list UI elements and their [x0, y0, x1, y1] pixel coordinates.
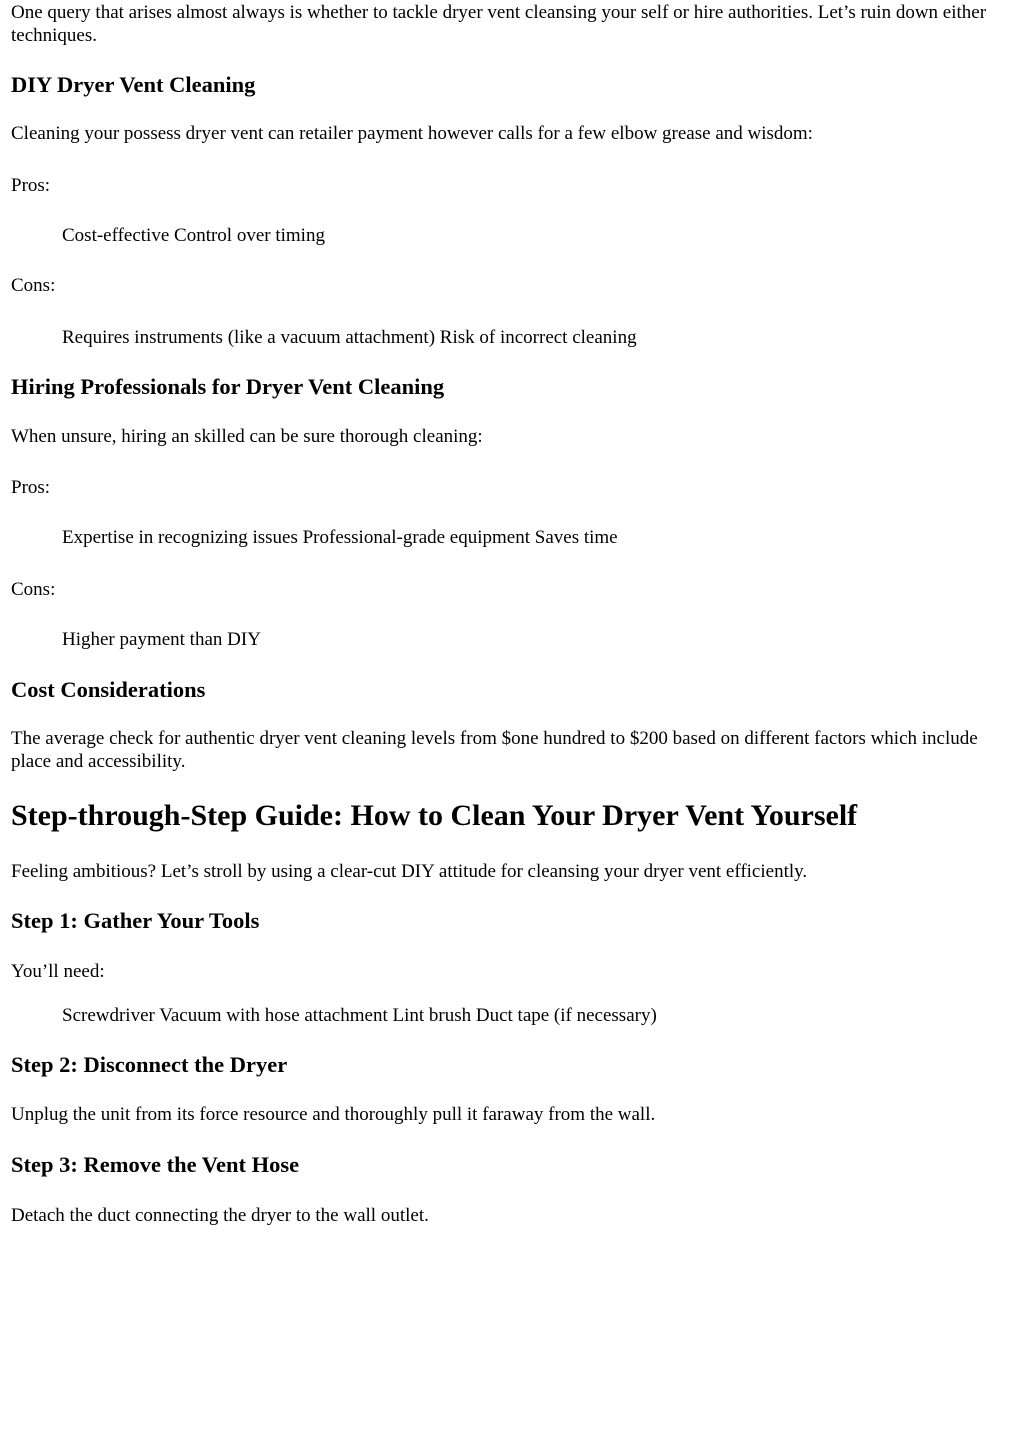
step2-heading: Step 2: Disconnect the Dryer — [11, 1052, 288, 1077]
step3-paragraph: Detach the duct connecting the dryer to the wall outlet. — [11, 1205, 429, 1226]
step1-paragraph: You’ll need: — [11, 961, 105, 982]
pro-pros-label: Pros: — [11, 477, 51, 498]
pro-paragraph: When unsure, hiring an skilled can be sure thorough cleaning: — [11, 426, 483, 447]
diy-pros-label: Pros: — [11, 175, 51, 196]
pro-cons-list: Higher payment than DIY — [62, 629, 261, 650]
guide-intro-paragraph: Feeling ambitious? Let’s stroll by using a clear-cut DIY attitude for cleansing your dryer vent efficiently. — [11, 861, 808, 882]
step2-paragraph: Unplug the unit from its force resource and thoroughly pull it faraway from the wall. — [11, 1104, 656, 1125]
diy-heading: DIY Dryer Vent Cleaning — [11, 72, 256, 97]
pro-heading: Hiring Professionals for Dryer Vent Cleaning — [11, 374, 445, 399]
intro-paragraph: One query that arises almost always is whether to tackle dryer vent cleansing your self or hire authorities. Let’s ruin down either techniques. — [11, 2, 987, 46]
step1-tools-list: Screwdriver Vacuum with hose attachment Lint brush Duct tape (if necessary) — [62, 1005, 657, 1026]
guide-heading: Step-through-Step Guide: How to Clean Your Dryer Vent Yourself — [11, 799, 858, 832]
diy-cons-label: Cons: — [11, 275, 56, 296]
pro-pros-list: Expertise in recognizing issues Professional-grade equipment Saves time — [62, 527, 618, 548]
diy-cons-list: Requires instruments (like a vacuum attachment) Risk of incorrect cleaning — [62, 327, 637, 348]
cost-paragraph: The average check for authentic dryer vent cleaning levels from $one hundred to $200 based on different factors which include place and accessibility. — [11, 728, 978, 772]
diy-paragraph: Cleaning your possess dryer vent can retailer payment however calls for a few elbow grease and wisdom: — [11, 123, 813, 144]
cost-heading: Cost Considerations — [11, 677, 206, 702]
diy-pros-list: Cost-effective Control over timing — [62, 225, 325, 246]
pro-cons-label: Cons: — [11, 579, 56, 600]
step3-heading: Step 3: Remove the Vent Hose — [11, 1152, 300, 1177]
step1-heading: Step 1: Gather Your Tools — [11, 908, 260, 933]
